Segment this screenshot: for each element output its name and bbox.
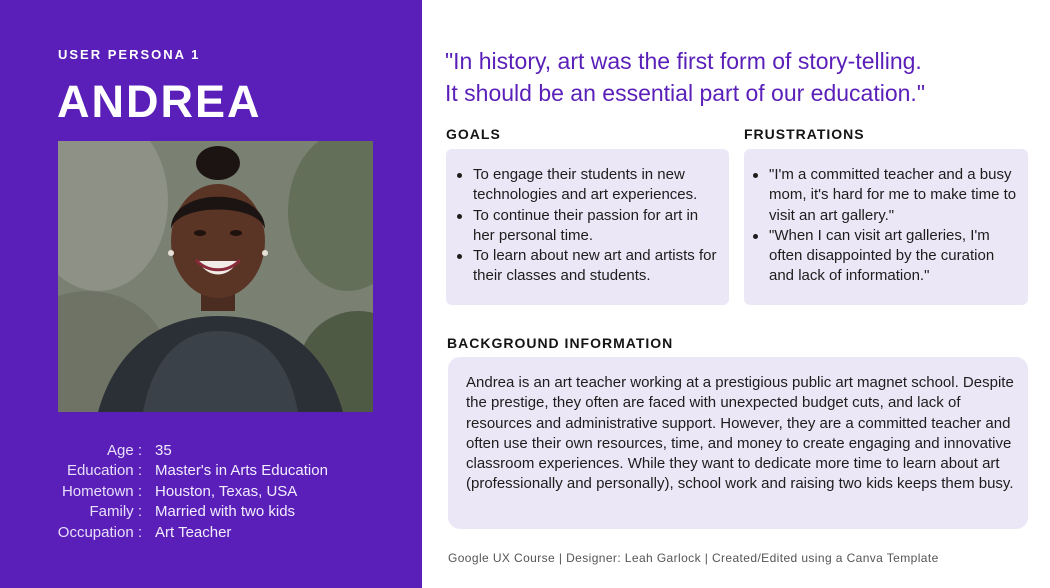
fact-value: Master's in Arts Education [155, 462, 328, 480]
fact-row-occupation [0, 523, 422, 543]
footer-credits: Google UX Course | Designer: Leah Garlock | Created/Edited using a Canva Template [448, 551, 939, 565]
fact-label: Age : [106, 442, 142, 459]
frustration-item: "I'm a committed teacher and a busy mom, it's hard for me to make time to visit an art gallery." [752, 165, 1022, 226]
goals-title: GOALS [446, 126, 501, 142]
fact-value: Married with two kids [155, 503, 296, 521]
background-text: Andrea is an art teacher working at a prestigious public art magnet school. Despite the prestige, they often are faced with unexpected budget cuts, and lack of resources and administrative support. However, they are a committed teacher and often use their own resources, time, and money to create engaging and innovative classroom experiences. While they want to dedicate more time to learn about art (professionally and personally), school work and raising two kids keeps them busy. [466, 374, 1014, 493]
persona-eyebrow: USER PERSONA 1 [58, 47, 201, 62]
frustrations-title: FRUSTRATIONS [744, 126, 865, 142]
fact-row-hometown [0, 482, 422, 502]
persona-quote [445, 45, 1035, 109]
frustrations-card [744, 149, 1028, 305]
fact-label: Family : [89, 503, 142, 521]
fact-row-education [0, 461, 422, 481]
fact-row-age [0, 441, 422, 461]
goals-list [456, 165, 719, 287]
goals-card [446, 149, 729, 305]
fact-label: Occupation : [57, 523, 142, 541]
goal-item: To learn about new art and artists for their classes and students. [456, 246, 719, 287]
persona-facts [0, 441, 422, 543]
fact-label: Hometown : [61, 482, 142, 500]
background-title: BACKGROUND INFORMATION [447, 335, 674, 351]
goal-item: To engage their students in new technologies and art experiences. [456, 165, 719, 206]
fact-label: Education : [66, 462, 142, 480]
fact-value: 35 [155, 442, 172, 459]
fact-value: Houston, Texas, USA [155, 482, 298, 500]
persona-name: ANDREA [57, 76, 262, 127]
quote-line-2: It should be an essential part of our education." [445, 80, 925, 106]
frustrations-list [752, 165, 1022, 287]
frustration-item: "When I can visit art galleries, I'm often disappointed by the curation and lack of information." [752, 226, 1022, 287]
fact-row-family [0, 502, 422, 522]
goal-item: To continue their passion for art in her personal time. [456, 206, 719, 247]
quote-line-1: "In history, art was the first form of story-telling. [445, 48, 922, 74]
persona-photo [58, 141, 373, 412]
persona-panel [0, 0, 422, 588]
fact-value: Art Teacher [155, 523, 232, 541]
background-card [448, 357, 1028, 529]
